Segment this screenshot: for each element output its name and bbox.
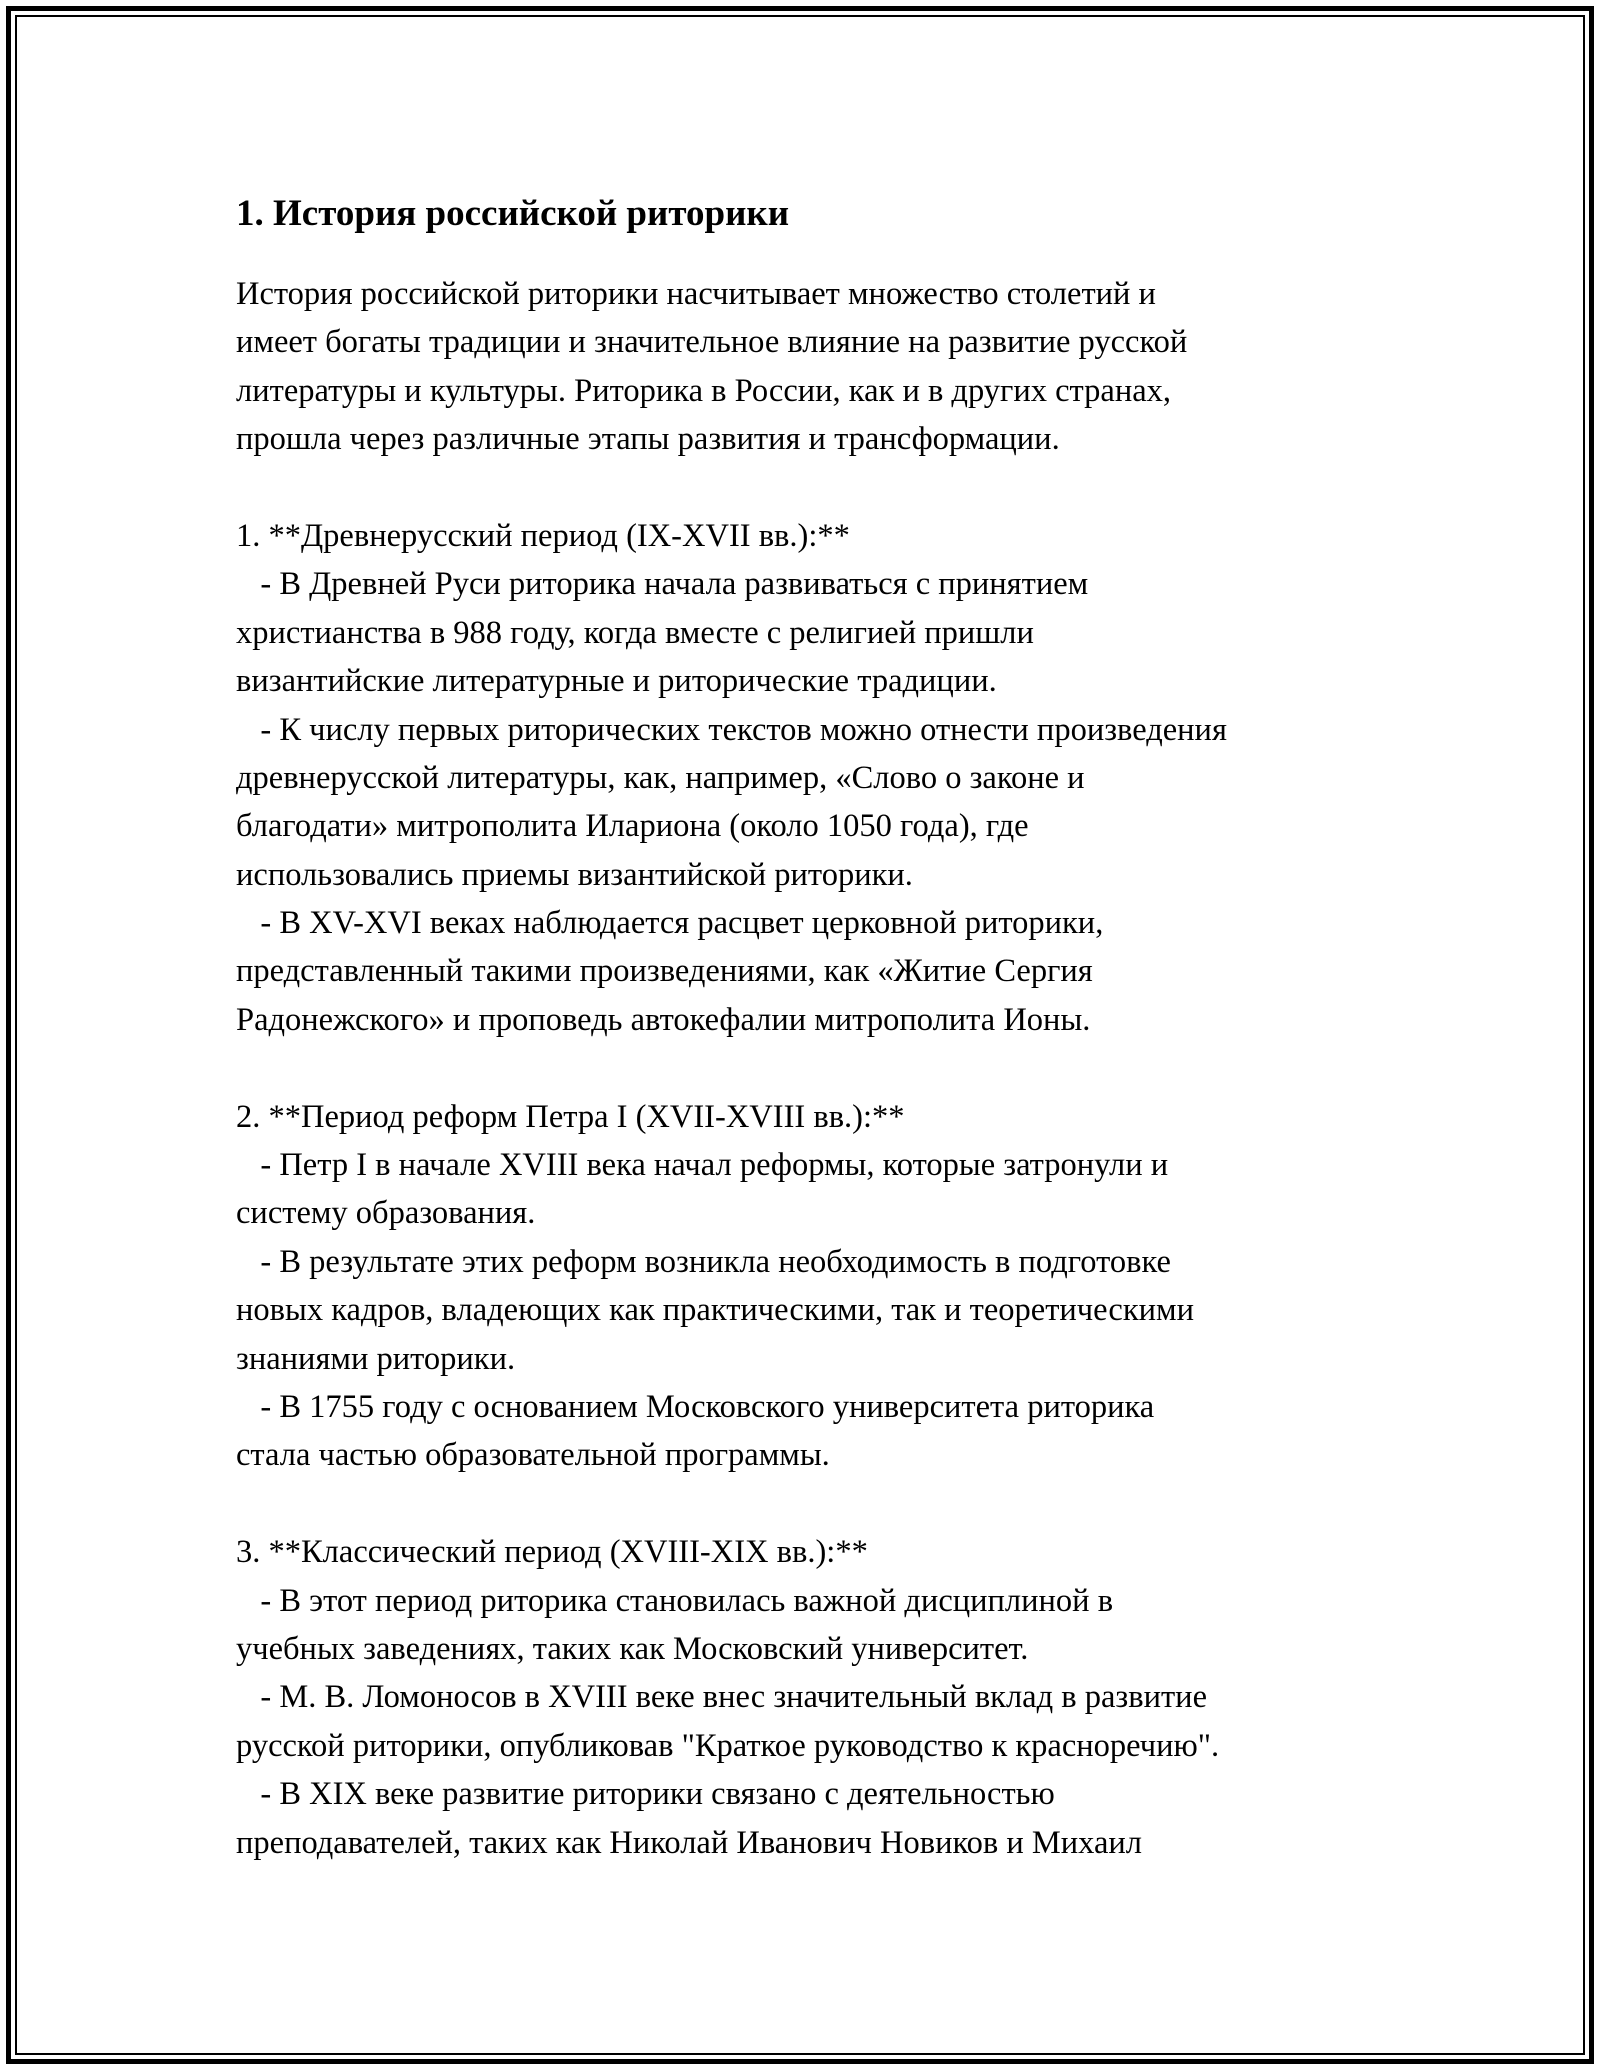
document-paragraphs [236, 270, 1376, 1867]
document-body [236, 186, 1376, 1867]
text-line: - В 1755 году с основанием Московского университета риторика [236, 1388, 1155, 1425]
text-line: литературы и культуры. Риторика в России, как и в других странах, [236, 372, 1172, 409]
text-line: - К числу первых риторических текстов можно отнести произведения [236, 711, 1227, 748]
text-line: - В результате этих реформ возникла необходимость в подготовке [236, 1243, 1171, 1280]
text-line: 3. **Классический период (XVIII-XIX вв.):** [236, 1534, 868, 1571]
text-line: преподавателей, таких как Николай Иванович Новиков и Михаил [236, 1824, 1143, 1861]
paragraph-block [236, 1528, 1376, 1867]
text-line: имеет богаты традиции и значительное влияние на развитие русской [236, 324, 1188, 361]
text-line: Радонежского» и проповедь автокефалии митрополита Ионы. [236, 1001, 1091, 1038]
text-line: - В этот период риторика становилась важной дисциплиной в [236, 1582, 1114, 1619]
paragraph-gap [236, 464, 1376, 512]
text-line: учебных заведениях, таких как Московский университет. [236, 1630, 1029, 1667]
paragraph-block [236, 1093, 1376, 1480]
text-line: знаниями риторики. [236, 1340, 516, 1377]
text-line: - В XIX веке развитие риторики связано с деятельностью [236, 1776, 1055, 1813]
text-line: русской риторики, опубликовав "Краткое руководство к красноречию". [236, 1727, 1220, 1764]
paragraph-gap [236, 1480, 1376, 1528]
text-line: прошла через различные этапы развития и трансформации. [236, 421, 1060, 458]
paragraph-gap [236, 1044, 1376, 1092]
paragraph-block [236, 512, 1376, 1044]
text-line: благодати» митрополита Илариона (около 1050 года), где [236, 808, 1029, 845]
text-line: - Петр I в начале XVIII века начал реформы, которые затронули и [236, 1147, 1169, 1184]
text-line: византийские литературные и риторические традиции. [236, 663, 997, 700]
text-line: - В Древней Руси риторика начала развиваться с принятием [236, 566, 1089, 603]
text-line: - В XV-XVI веках наблюдается расцвет церковной риторики, [236, 905, 1104, 942]
text-line: новых кадров, владеющих как практическими, так и теоретическими [236, 1292, 1194, 1329]
text-line: - М. В. Ломоносов в XVIII веке внес значительный вклад в развитие [236, 1679, 1208, 1716]
text-line: стала частью образовательной программы. [236, 1437, 830, 1474]
text-line: использовались приемы византийской риторики. [236, 856, 913, 893]
text-line: систему образования. [236, 1195, 536, 1232]
text-line: древнерусской литературы, как, например, «Слово о законе и [236, 759, 1085, 796]
text-line: 2. **Период реформ Петра I (XVII-XVIII вв.):** [236, 1098, 905, 1135]
document-title: 1. История российской риторики [236, 193, 790, 234]
text-line: представленный такими произведениями, как «Житие Сергия [236, 953, 1093, 990]
text-line: История российской риторики насчитывает множество столетий и [236, 276, 1156, 312]
text-line: христианства в 988 году, когда вместе с религией пришли [236, 614, 1034, 651]
text-line: 1. **Древнерусский период (IX-XVII вв.):** [236, 517, 850, 554]
paragraph-block [236, 270, 1376, 464]
